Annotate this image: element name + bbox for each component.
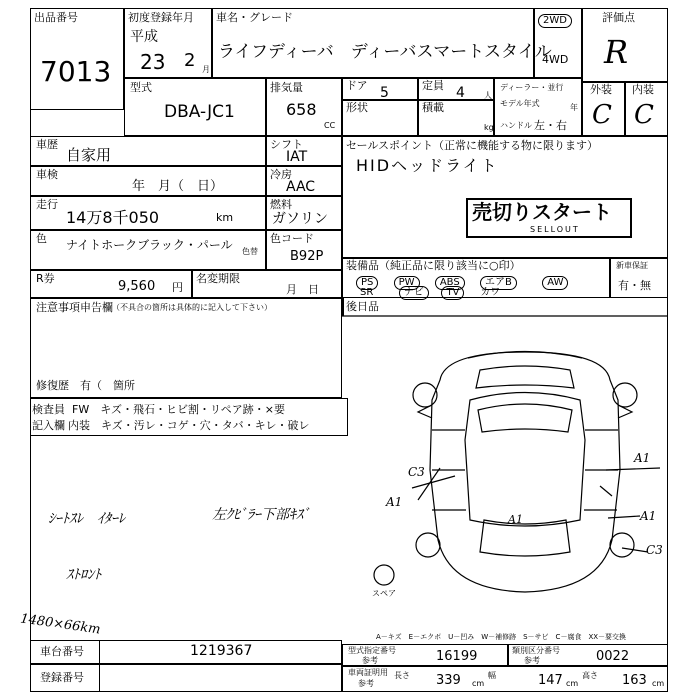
ref-label-1: 参考 — [362, 656, 378, 665]
inspection-label: 車検 — [36, 168, 58, 181]
width: 147 — [538, 673, 563, 688]
diag-mark-a1-right: A1 — [640, 509, 657, 523]
rating-value: R — [604, 33, 629, 71]
cm-unit-1: cm — [472, 679, 485, 688]
capacity-label: 定員 — [422, 79, 444, 92]
shape-label: 形状 — [346, 101, 368, 114]
history-label: 車歴 — [36, 138, 58, 151]
height: 163 — [622, 673, 647, 688]
sales-point-label: セールスポイント（正常に機能する物に限ります） — [346, 139, 599, 152]
kg-unit: kg — [484, 123, 494, 132]
check-row-2: 内装 キズ・汚レ・コゲ・穴・タバ・キレ・破レ — [68, 419, 310, 432]
cert-label: 車両証明用 — [348, 668, 388, 677]
aircon: AAC — [286, 179, 316, 195]
stamp-sub: SELLOUT — [530, 225, 580, 234]
cc-unit: CC — [324, 121, 336, 130]
handwritten-note-3: ｽﾄﾛﾝﾄ — [66, 567, 101, 583]
model-year-label: モデル年式 — [500, 99, 540, 108]
handle-value: 左・右 — [534, 119, 567, 132]
chassis-label: 車台番号 — [40, 645, 84, 658]
color-code: B92P — [290, 249, 324, 264]
equip-abs: ABS — [435, 276, 465, 290]
cm-unit-2: cm — [566, 679, 579, 688]
check-row-1: FW キズ・飛石・ヒビ割・リペア跡・×要 — [72, 403, 285, 416]
km-unit: km — [216, 211, 234, 224]
cm-unit-3: cm — [652, 679, 665, 688]
interior-label: 内装 — [632, 83, 654, 96]
color-change-label: 色替 — [242, 247, 258, 256]
class-label: 類別区分番号 — [512, 646, 560, 655]
handwritten-note-2: 左ｸﾋﾞﾗｰ下部ｷｽﾞ — [212, 507, 310, 523]
capacity: 4 — [456, 85, 465, 101]
reg-year: 23 — [140, 50, 166, 74]
handwritten-note-4: 1480×66km — [19, 611, 102, 638]
dims-cell — [342, 666, 668, 692]
load-label: 積載 — [422, 101, 444, 114]
fuel-label: 燃料 — [270, 198, 292, 211]
check-label-1: 検査員 — [32, 403, 65, 416]
equip-sr: SR — [360, 287, 374, 298]
type-spec-label: 型式指定番号 — [348, 646, 396, 655]
shift-label: シフト — [270, 138, 303, 151]
reg-month: 2 — [184, 50, 196, 71]
notes-label: 注意事項申告欄 — [36, 301, 113, 314]
exterior-grade: C — [592, 100, 612, 130]
exterior-label: 外装 — [590, 83, 612, 96]
ref-label-2: 参考 — [524, 656, 540, 665]
diag-mark-a1-right-top: A1 — [634, 451, 651, 465]
handle-label: ハンドル — [500, 121, 532, 130]
color: ナイトホークブラック・パール — [66, 238, 233, 252]
notes-sub: （不具合の箇所は具体的に記入して下さい） — [112, 303, 272, 312]
lot-label: 出品番号 — [34, 11, 78, 24]
diag-mark-a1-left: A1 — [386, 495, 403, 509]
dealer-label: ディーラー・並行 — [500, 83, 564, 92]
type-spec: 16199 — [436, 649, 478, 664]
mileage-label: 走行 — [36, 198, 58, 211]
diag-mark-c3-right: C3 — [646, 543, 663, 557]
equip-airbag: エアB — [480, 276, 517, 290]
year-unit: 年 — [570, 103, 578, 112]
fuel: ガソリン — [272, 211, 328, 227]
yen-unit: 円 — [172, 281, 183, 294]
lot-number: 7013 — [40, 55, 112, 88]
aircon-label: 冷房 — [270, 168, 292, 181]
shift: IAT — [286, 149, 308, 165]
recycle-label: R券 — [36, 272, 55, 285]
inspection: 年 月（ 日） — [132, 179, 224, 194]
equip-ps: PS — [356, 276, 378, 290]
recycle: 9,560 — [118, 279, 156, 294]
name-change-label: 名変期限 — [196, 272, 240, 285]
first-reg-label: 初度登録年月 — [128, 11, 194, 24]
equip-tv: TV — [441, 286, 464, 300]
reg-no-label: 登録番号 — [40, 671, 84, 684]
capacity-unit: 人 — [484, 91, 492, 100]
equipment-label: 装備品（純正品に限り該当に○印） — [346, 259, 521, 272]
sales-point: HIDヘッドライト — [356, 156, 499, 175]
name-change: 月 日 — [286, 283, 319, 296]
equip-navi: ナビ — [399, 286, 429, 300]
car-name: ライフディーバ ディーバスマートスタイル — [218, 42, 552, 62]
check-label-2: 記入欄 — [32, 419, 65, 432]
diag-mark-c3-left: C3 — [408, 465, 425, 479]
doors: 5 — [380, 85, 389, 101]
new-warranty: 有・無 — [618, 279, 651, 292]
equip-pw: PW — [394, 276, 420, 290]
drive-2wd-circle: 2WD — [538, 14, 572, 28]
width-label: 幅 — [488, 671, 496, 680]
car-name-label: 車名・グレード — [216, 11, 293, 24]
ref-label-3: 参考 — [358, 679, 374, 688]
rear-seat-label: 後日品 — [346, 300, 379, 313]
interior-grade: C — [634, 100, 654, 130]
color-label: 色 — [36, 232, 47, 245]
chassis: 1219367 — [190, 643, 253, 659]
color-code-label: 色コード — [270, 232, 314, 245]
rating-label: 評価点 — [602, 11, 635, 24]
class-no: 0022 — [596, 649, 630, 664]
model: DBA-JC1 — [164, 102, 235, 122]
equip-leather: カワ — [480, 287, 501, 298]
displacement-label: 排気量 — [270, 81, 303, 94]
stamp-main: 売切りスタート — [472, 200, 612, 224]
handwritten-note-1: ｼｰﾄｽﾚ ｲﾀｰﾚ — [48, 511, 125, 527]
model-label: 型式 — [130, 81, 152, 94]
damage-legend: A－キズ E－エクボ U－凹み W－補修跡 S－サビ C－腐食 XX－要交換 — [376, 633, 627, 641]
new-warranty-label: 新車保証 — [616, 261, 648, 270]
displacement: 658 — [286, 100, 317, 119]
height-label: 高さ — [582, 671, 598, 680]
door-label: ドア — [346, 79, 368, 92]
month-unit: 月 — [202, 65, 210, 74]
mileage: 14万8千050 — [66, 208, 160, 227]
length: 339 — [436, 673, 461, 688]
history: 自家用 — [66, 146, 112, 164]
length-label: 長さ — [394, 671, 410, 680]
equip-aw: AW — [542, 276, 568, 290]
diag-mark-a1-center: A1 — [508, 513, 523, 526]
spare-label: スペア — [372, 589, 396, 598]
drive-4wd: 4WD — [542, 53, 569, 66]
era: 平成 — [130, 29, 158, 45]
repair-label: 修復歴 有（ 箇所 — [36, 379, 135, 392]
